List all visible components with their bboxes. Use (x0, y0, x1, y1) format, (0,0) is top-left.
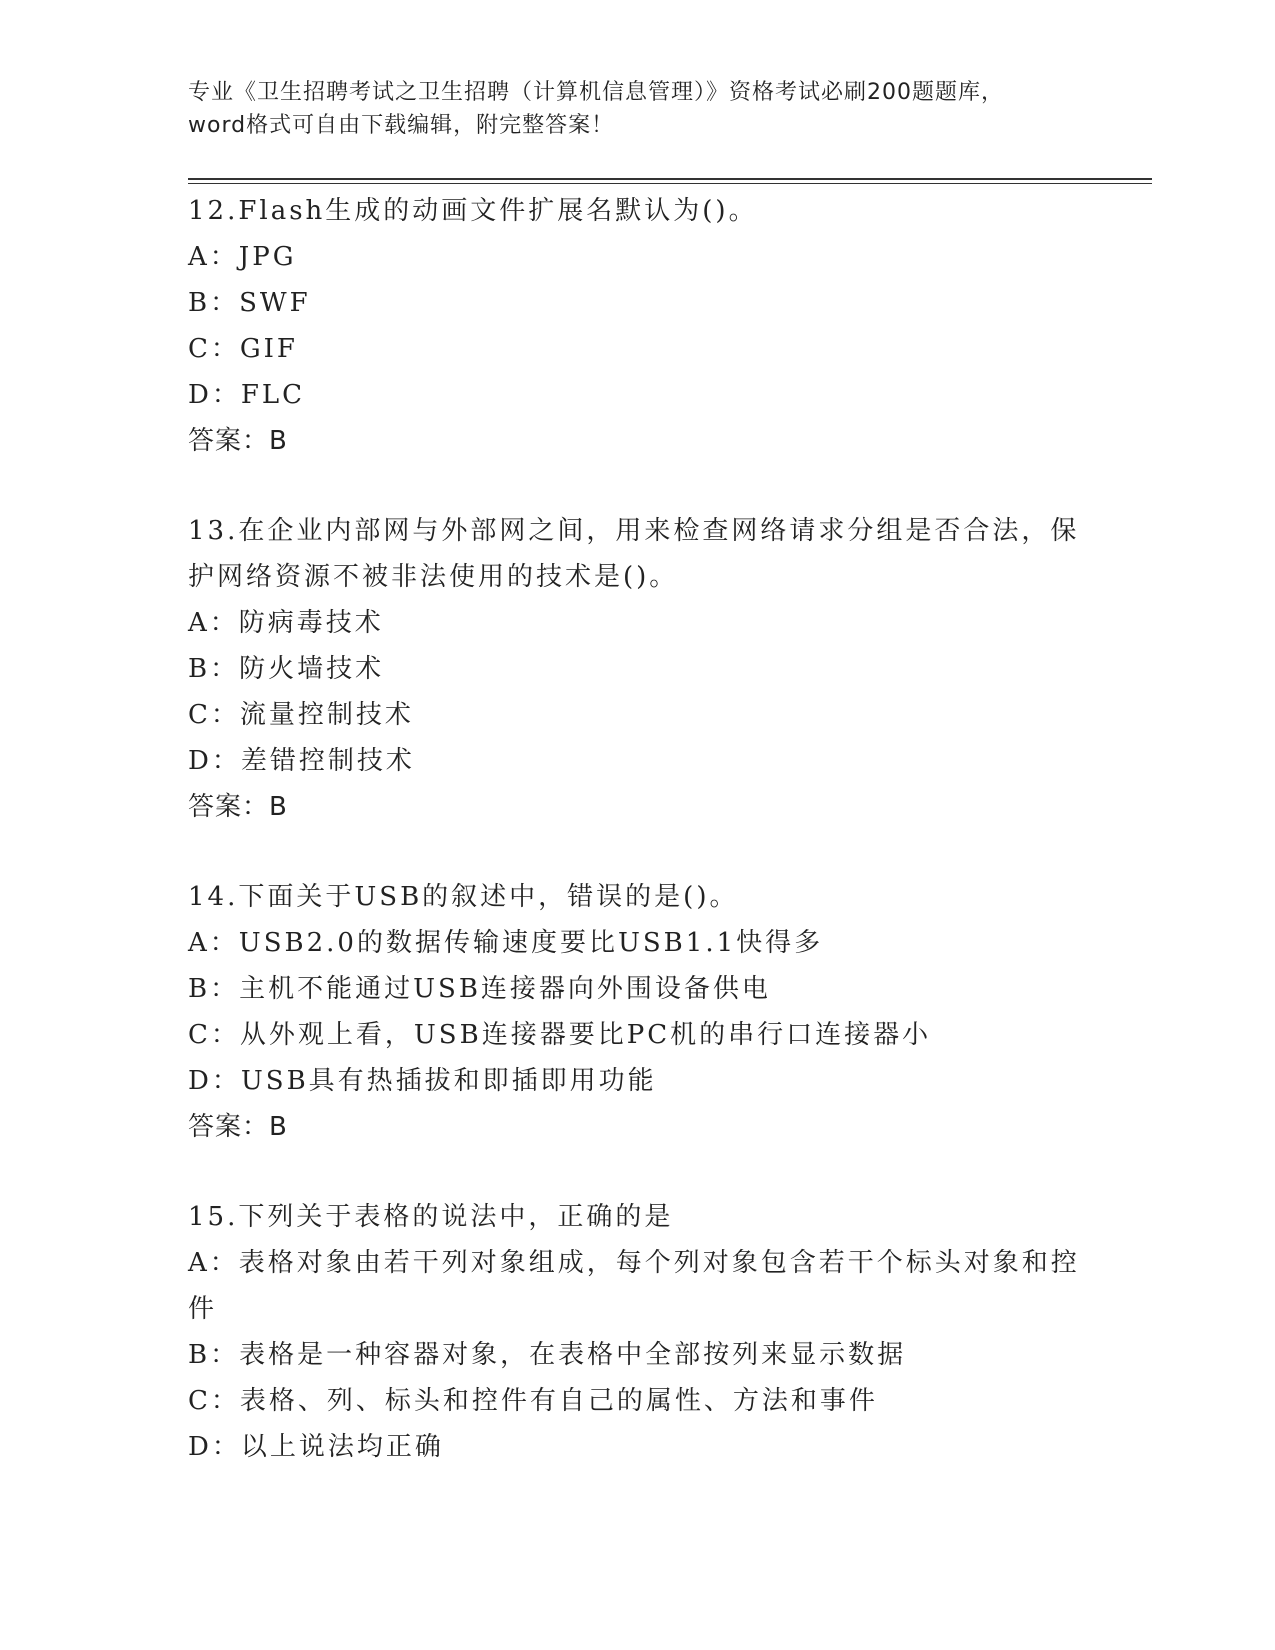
header-line-1: 专业《卫生招聘考试之卫生招聘（计算机信息管理）》资格考试必刷200题题库， (188, 80, 1004, 105)
option-a: A：防病毒技术 (188, 608, 384, 638)
option-a: A：USB2.0的数据传输速度要比USB1.1快得多 (188, 928, 824, 958)
answer: 答案：B (188, 1112, 288, 1142)
option-d: D：FLC (188, 380, 306, 410)
header-line-2: word格式可自由下载编辑，附完整答案！ (188, 113, 615, 138)
option-a: A：JPG (188, 242, 297, 272)
answer: 答案：B (188, 792, 288, 822)
question-text: 15.下列关于表格的说法中，正确的是 (188, 1202, 674, 1232)
question-text: 14.下面关于USB的叙述中，错误的是()。 (188, 882, 739, 912)
option-c: C：从外观上看，USB连接器要比PC机的串行口连接器小 (188, 1020, 932, 1050)
question-list (188, 188, 1088, 1514)
document-header (188, 76, 1088, 142)
option-b: B：防火墙技术 (188, 654, 385, 684)
option-d: D：以上说法均正确 (188, 1432, 444, 1462)
option-b: B：SWF (188, 288, 311, 318)
header-divider-thin (188, 183, 1152, 184)
option-d: D：USB具有热插拔和即插即用功能 (188, 1066, 657, 1096)
option-b: B：表格是一种容器对象，在表格中全部按列来显示数据 (188, 1340, 907, 1370)
option-a: A：表格对象由若干列对象组成，每个列对象包含若干个标头对象和控件 (188, 1248, 1080, 1324)
question-13 (188, 508, 1088, 830)
question-15 (188, 1194, 1088, 1470)
question-14 (188, 874, 1088, 1150)
question-12 (188, 188, 1088, 464)
option-c: C：GIF (188, 334, 298, 364)
option-c: C：表格、列、标头和控件有自己的属性、方法和事件 (188, 1386, 878, 1416)
question-text: 13.在企业内部网与外部网之间，用来检查网络请求分组是否合法，保护网络资源不被非法使用的技术是()。 (188, 516, 1080, 592)
question-text: 12.Flash生成的动画文件扩展名默认为()。 (188, 196, 758, 226)
option-d: D：差错控制技术 (188, 746, 415, 776)
header-divider-thick (188, 178, 1152, 180)
option-c: C：流量控制技术 (188, 700, 414, 730)
option-b: B：主机不能通过USB连接器向外围设备供电 (188, 974, 771, 1004)
answer: 答案：B (188, 426, 288, 456)
